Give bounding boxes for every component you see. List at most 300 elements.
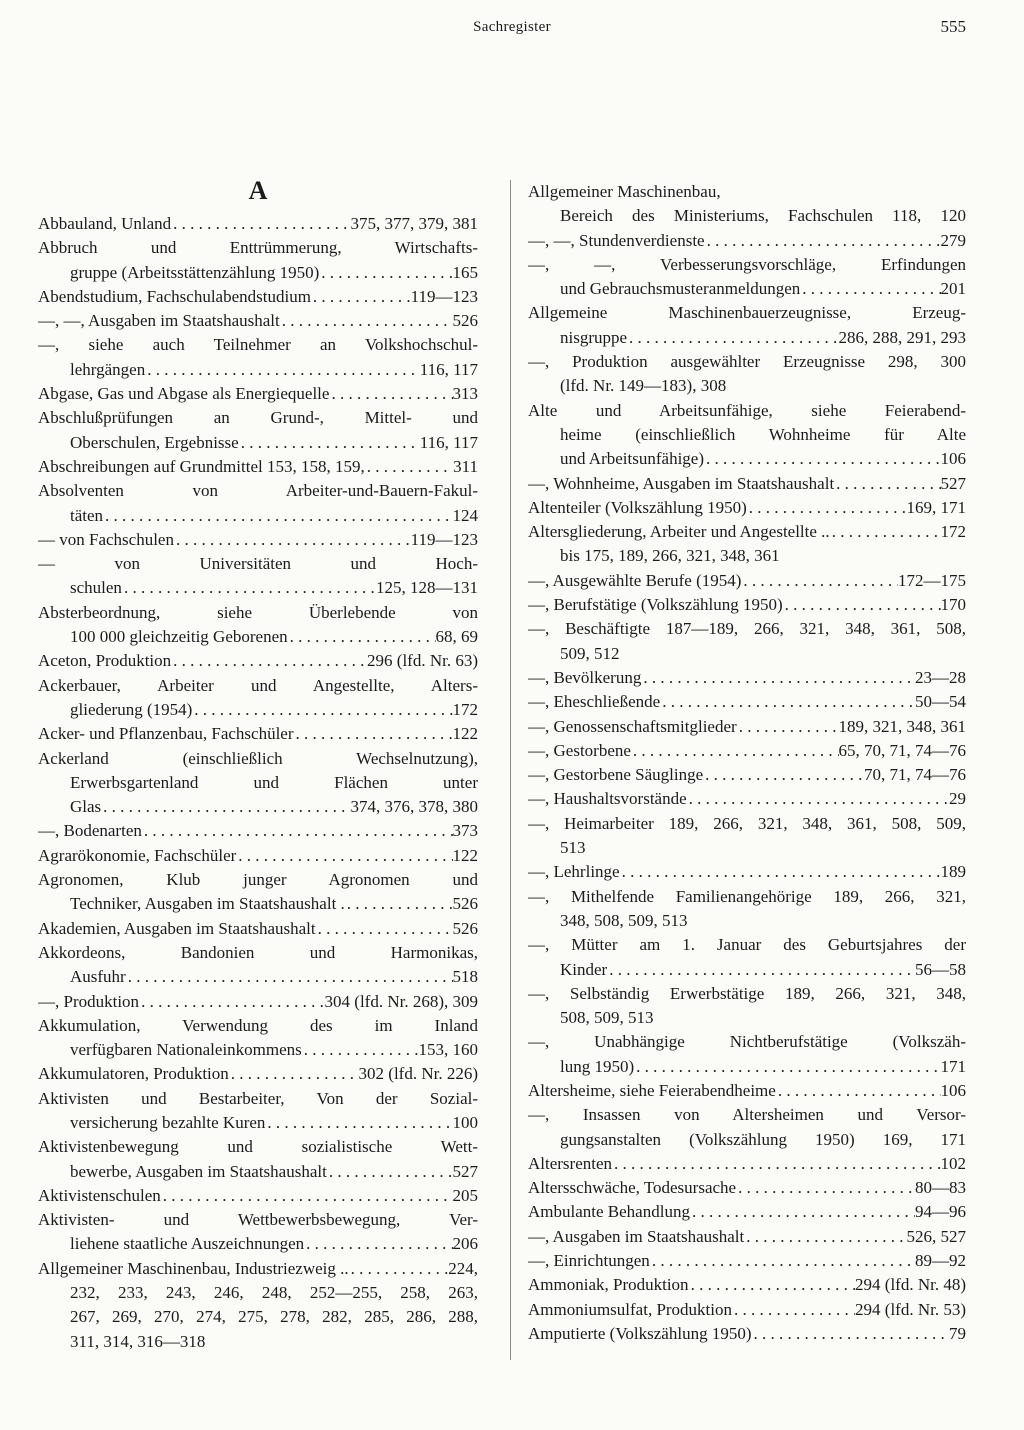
entry-line [38, 261, 478, 285]
entry-page-refs: 526, 527 [906, 1226, 966, 1246]
leader-dots [229, 1062, 359, 1086]
index-entry [528, 593, 966, 617]
entry-line: (lfd. Nr. 149—183), 308 [560, 376, 727, 396]
entry-line: Erwerbsgartenland und Flächen unter [70, 772, 478, 792]
index-entry [528, 1200, 966, 1224]
entry-term: Oberschulen, Ergebnisse [70, 432, 239, 452]
index-entry [528, 180, 966, 229]
leader-dots [288, 625, 436, 649]
entry-term: Glas [70, 797, 102, 817]
entry-line [38, 990, 478, 1014]
entry-term: Altersheime, siehe Feierabendheime [528, 1080, 776, 1100]
entry-line [528, 958, 966, 982]
leader-dots [687, 787, 949, 811]
entry-line: Akkumulation, Verwendung des im Inland [38, 1015, 478, 1035]
entry-line: Absolventen von Arbeiter-und-Bauern-Fakul- [38, 481, 478, 501]
index-entry [528, 763, 966, 787]
leader-dots [319, 261, 452, 285]
index-entry [528, 787, 966, 811]
index-entry [528, 472, 966, 496]
leader-dots [126, 965, 453, 989]
leader-dots [265, 1111, 452, 1135]
index-entry [38, 868, 478, 917]
entry-page-refs: 294 (lfd. Nr. 48) [855, 1275, 966, 1295]
entry-line [528, 763, 966, 787]
index-entry [528, 1152, 966, 1176]
entry-term: —, Genossenschaftsmitglieder [528, 716, 737, 736]
entry-line [38, 1111, 478, 1135]
page-number: 555 [940, 17, 966, 36]
leader-dots [830, 520, 941, 544]
entry-line: Agronomen, Klub junger Agronomen und [38, 870, 478, 890]
entry-page-refs: 527 [940, 473, 966, 493]
entry-line [38, 358, 478, 382]
index-entry [38, 1135, 478, 1184]
index-entry [38, 674, 478, 723]
entry-line: —, Insassen von Altersheimen und Versor- [528, 1105, 966, 1125]
leader-dots [783, 593, 941, 617]
entry-page-refs: 279 [940, 230, 966, 250]
index-entry [38, 1208, 478, 1257]
entry-line [38, 649, 478, 673]
index-entry [38, 455, 478, 479]
index-entry [528, 860, 966, 884]
entry-term: —, —, Ausgaben im Staatshaushalt [38, 311, 280, 331]
entry-line [528, 1055, 966, 1079]
index-entry [38, 819, 478, 843]
index-entry [38, 649, 478, 673]
entry-line [528, 715, 966, 739]
entry-line: —, Unabhängige Nichtberufstätige (Volkszäh- [528, 1032, 966, 1052]
leader-dots [345, 892, 453, 916]
leader-dots [641, 666, 915, 690]
index-entry [528, 569, 966, 593]
index-column-left [38, 176, 478, 1354]
entry-term: —, Bevölkerung [528, 667, 642, 687]
entry-term: gliederung (1954) [70, 699, 193, 719]
entry-page-refs: 172 [940, 522, 966, 542]
leader-dots [304, 1232, 452, 1256]
index-entry [528, 812, 966, 861]
index-entry [528, 982, 966, 1031]
entry-line: 267, 269, 270, 274, 275, 278, 282, 285, 286, 288, [70, 1307, 478, 1327]
leader-dots [800, 277, 940, 301]
index-entry [38, 309, 478, 333]
entry-page-refs: 189, 321, 348, 361 [838, 716, 966, 736]
entry-term: Abschreibungen auf Grundmittel 153, 158, 159, [38, 456, 365, 476]
index-entry [528, 253, 966, 302]
entry-line: 311, 314, 316—318 [70, 1331, 206, 1351]
index-entry [528, 350, 966, 399]
leader-dots [145, 358, 420, 382]
leader-dots [634, 1055, 940, 1079]
entry-page-refs: 119—123 [410, 286, 478, 306]
entry-term: Akademien, Ausgaben im Staatshaushalt [38, 918, 316, 938]
index-entry [38, 1257, 478, 1354]
leader-dots [103, 504, 452, 528]
entry-line [38, 965, 478, 989]
index-entry [528, 496, 966, 520]
index-entry [38, 333, 478, 382]
entry-page-refs: 106 [940, 1080, 966, 1100]
entry-page-refs: 526 [452, 918, 478, 938]
entry-term: Altenteiler (Volkszählung 1950) [528, 497, 747, 517]
leader-dots [302, 1038, 419, 1062]
index-entry [38, 722, 478, 746]
entry-line [528, 1298, 966, 1322]
entry-term: verfügbaren Nationaleinkommens [70, 1040, 302, 1060]
leader-dots [650, 1249, 915, 1273]
leader-dots [732, 1298, 855, 1322]
leader-dots [236, 844, 452, 868]
index-entry [38, 552, 478, 601]
leader-dots [627, 326, 838, 350]
entry-page-refs: 106 [940, 449, 966, 469]
entry-line: 348, 508, 509, 513 [560, 910, 688, 930]
index-entry [528, 666, 966, 690]
entry-page-refs: 79 [949, 1323, 966, 1343]
leader-dots [690, 1200, 915, 1224]
entry-page-refs: 518 [452, 967, 478, 987]
leader-dots [660, 690, 915, 714]
leader-dots [365, 455, 453, 479]
entry-line [528, 569, 966, 593]
entry-line: Ackerbauer, Arbeiter und Angestellte, Alters- [38, 675, 478, 695]
entry-term: —, Bodenarten [38, 821, 142, 841]
entry-line [528, 739, 966, 763]
index-entry [528, 617, 966, 666]
entry-term: bewerbe, Ausgaben im Staatshaushalt [70, 1161, 327, 1181]
index-entry [38, 1184, 478, 1208]
entry-line [38, 844, 478, 868]
entry-line [38, 917, 478, 941]
leader-dots [689, 1273, 855, 1297]
entry-term: Akkumulatoren, Produktion [38, 1064, 229, 1084]
entry-page-refs: 170 [940, 595, 966, 615]
leader-dots [101, 795, 350, 819]
entry-term: Allgemeiner Maschinenbau, Industriezweig .. [38, 1258, 349, 1278]
leader-dots [631, 739, 839, 763]
entry-line: 513 [560, 838, 586, 858]
index-entry [528, 739, 966, 763]
index-entry [38, 382, 478, 406]
index-entry [38, 917, 478, 941]
entry-line: Allgemeiner Maschinenbau, [528, 182, 721, 201]
entry-line: Aktivisten- und Wettbewerbsbewegung, Ver- [38, 1210, 478, 1230]
index-entry [528, 1079, 966, 1103]
index-entry [38, 406, 478, 455]
entry-term: —, Gestorbene [528, 740, 631, 760]
entry-term: Abendstudium, Fachschulabendstudium [38, 286, 311, 306]
entry-line [38, 1062, 478, 1086]
entry-page-refs: 102 [940, 1153, 966, 1173]
entry-line [38, 528, 478, 552]
index-entry [528, 301, 966, 350]
entry-page-refs: 153, 160 [418, 1040, 478, 1060]
entry-line [528, 1200, 966, 1224]
index-entry [528, 1249, 966, 1273]
leader-dots [122, 576, 376, 600]
entry-line [38, 795, 478, 819]
index-entry [38, 212, 478, 236]
entry-line [38, 431, 478, 455]
column-divider [510, 180, 511, 1360]
index-entry [528, 933, 966, 982]
leader-dots [747, 496, 907, 520]
index-entry [528, 1225, 966, 1249]
entry-line: —, Beschäftigte 187—189, 266, 321, 348, 361, 508, [528, 619, 966, 639]
entry-page-refs: 171 [940, 1056, 966, 1076]
entry-line [528, 520, 966, 544]
entry-term: lehrgängen [70, 359, 146, 379]
leader-dots [171, 212, 350, 236]
entry-line [528, 472, 966, 496]
entry-page-refs: 313 [452, 384, 478, 404]
entry-line [38, 1257, 478, 1281]
entry-line [38, 722, 478, 746]
entry-term: gruppe (Arbeitsstättenzählung 1950) [70, 262, 320, 282]
index-entry [528, 520, 966, 569]
entry-line [528, 326, 966, 350]
entry-line [38, 309, 478, 333]
entry-page-refs: 172—175 [898, 570, 966, 590]
entry-term: Ammoniak, Produktion [528, 1275, 689, 1295]
entry-page-refs: 286, 288, 291, 293 [838, 327, 966, 347]
entry-line [528, 1176, 966, 1200]
entry-line [38, 1232, 478, 1256]
entry-line: —, Mütter am 1. Januar des Geburtsjahres der [528, 935, 966, 955]
entry-line [528, 1079, 966, 1103]
index-entry [38, 528, 478, 552]
entry-line [38, 698, 478, 722]
index-entry [38, 1014, 478, 1063]
entry-term: liehene staatliche Auszeichnungen [70, 1234, 305, 1254]
entry-term: —, Ausgewählte Berufe (1954) [528, 570, 742, 590]
leader-dots [142, 819, 453, 843]
entry-term: 100 000 gleichzeitig Geborenen [70, 627, 288, 647]
entry-term: —, Haushaltsvorstände [528, 789, 687, 809]
entry-term: — von Fachschulen [38, 529, 174, 549]
entry-term: nisgruppe [560, 327, 628, 347]
entry-term: Abgase, Gas und Abgase als Energiequelle [38, 384, 330, 404]
entry-page-refs: 205 [452, 1185, 478, 1205]
entry-line: —, —, Verbesserungsvorschläge, Erfindungen [528, 254, 966, 274]
entry-term: —, Eheschließende [528, 692, 661, 712]
entry-page-refs: 89—92 [915, 1251, 966, 1271]
entry-line: Alte und Arbeitsunfähige, siehe Feierabend- [528, 400, 966, 420]
entry-page-refs: 122 [452, 724, 478, 744]
index-entry [38, 285, 478, 309]
entry-page-refs: 65, 70, 71, 74—76 [838, 740, 966, 760]
leader-dots [703, 763, 864, 787]
entry-page-refs: 116, 117 [419, 432, 478, 452]
entry-page-refs: 302 (lfd. Nr. 226) [358, 1064, 478, 1084]
entry-page-refs: 68, 69 [435, 627, 478, 647]
entry-page-refs: 526 [452, 311, 478, 331]
index-entry [38, 747, 478, 820]
entry-line: —, Produktion ausgewählter Erzeugnisse 298, 300 [528, 352, 966, 372]
entry-term: —, Einrichtungen [528, 1251, 650, 1271]
entry-line: Aktivisten und Bestarbeiter, Von der Sozial- [38, 1088, 478, 1108]
leader-dots [327, 1160, 453, 1184]
leader-dots [741, 569, 898, 593]
entry-line: — von Universitäten und Hoch- [38, 554, 478, 574]
index-entry [528, 715, 966, 739]
entry-line [528, 1273, 966, 1297]
entry-line: 232, 233, 243, 246, 248, 252—255, 258, 263, [70, 1283, 478, 1303]
entry-page-refs: 50—54 [915, 692, 966, 712]
leader-dots [294, 722, 453, 746]
entry-term: —, Ausgaben im Staatshaushalt [528, 1226, 745, 1246]
entry-page-refs: 172 [452, 699, 478, 719]
entry-line [38, 455, 478, 479]
index-entry [528, 1322, 966, 1346]
index-entry [38, 479, 478, 528]
index-entry [38, 990, 478, 1014]
entry-line: Abschlußprüfungen an Grund-, Mittel- und [38, 408, 478, 428]
entry-term: versicherung bezahlte Kuren [70, 1112, 266, 1132]
entry-line: —, Heimarbeiter 189, 266, 321, 348, 361, 508, 509, [528, 813, 966, 833]
entry-page-refs: 206 [452, 1234, 478, 1254]
entry-term: —, Berufstätige (Volkszählung 1950) [528, 595, 783, 615]
entry-page-refs: 94—96 [915, 1202, 966, 1222]
entry-line [528, 860, 966, 884]
index-entry [528, 885, 966, 934]
leader-dots [239, 431, 420, 455]
index-entry [38, 236, 478, 285]
leader-dots [280, 309, 453, 333]
entry-page-refs: 70, 71, 74—76 [864, 765, 966, 785]
leader-dots [776, 1079, 941, 1103]
entry-line: Absterbeordnung, siehe Überlebende von [38, 602, 478, 622]
entry-term: Ausfuhr [70, 967, 126, 987]
entry-line [38, 819, 478, 843]
entry-page-refs: 296 (lfd. Nr. 63) [367, 651, 478, 671]
entry-term: Altersrenten [528, 1153, 613, 1173]
leader-dots [705, 229, 941, 253]
entry-line [528, 1225, 966, 1249]
entry-line: Bereich des Ministeriums, Fachschulen 118, 120 [560, 206, 966, 226]
leader-dots [612, 1152, 940, 1176]
entry-page-refs: 124 [452, 505, 478, 525]
entry-line [528, 447, 966, 471]
entry-line: bis 175, 189, 266, 321, 348, 361 [560, 546, 780, 566]
leader-dots [834, 472, 940, 496]
leader-dots [751, 1322, 949, 1346]
index-entry [528, 1298, 966, 1322]
entry-line: 508, 509, 513 [560, 1008, 654, 1028]
index-entry [528, 399, 966, 472]
index-entry [38, 1087, 478, 1136]
entry-term: und Gebrauchsmusteranmeldungen [560, 279, 801, 299]
leader-dots [620, 860, 941, 884]
index-column-right [528, 180, 966, 1346]
leader-dots [161, 1184, 453, 1208]
entry-page-refs: 29 [949, 789, 966, 809]
entry-term: —, Wohnheime, Ausgaben im Staatshaushalt [528, 473, 835, 493]
index-entry [528, 229, 966, 253]
entry-page-refs: 100 [452, 1112, 478, 1132]
entry-term: —, Gestorbene Säuglinge [528, 765, 704, 785]
leader-dots [329, 382, 452, 406]
leader-dots [139, 990, 324, 1014]
entry-term: schulen [70, 578, 122, 598]
leader-dots [311, 285, 411, 309]
entry-term: Aceton, Produktion [38, 651, 172, 671]
leader-dots [744, 1225, 906, 1249]
leader-dots [171, 649, 367, 673]
entry-line: heime (einschließlich Wohnheime für Alte [560, 424, 966, 444]
entry-page-refs: 373 [452, 821, 478, 841]
index-entry [38, 844, 478, 868]
leader-dots [174, 528, 411, 552]
entry-line [38, 892, 478, 916]
leader-dots [349, 1257, 449, 1281]
entry-term: —, Lehrlinge [528, 862, 620, 882]
entry-line [528, 593, 966, 617]
entry-line [38, 625, 478, 649]
leader-dots [736, 1176, 915, 1200]
running-head: Sachregister [473, 19, 551, 35]
entry-line [38, 285, 478, 309]
leader-dots [704, 447, 941, 471]
entry-page-refs: 294 (lfd. Nr. 53) [855, 1299, 966, 1319]
entry-line: 509, 512 [560, 643, 620, 663]
entry-term: Ambulante Behandlung [528, 1202, 690, 1222]
entry-page-refs: 201 [940, 279, 966, 299]
index-entry [528, 690, 966, 714]
entry-term: Acker- und Pflanzenbau, Fachschüler [38, 724, 294, 744]
entry-line [38, 1038, 478, 1062]
entry-line [38, 576, 478, 600]
entry-line [528, 1322, 966, 1346]
entry-line: —, Selbständig Erwerbstätige 189, 266, 321, 348, [528, 983, 966, 1003]
entry-term: Amputierte (Volkszählung 1950) [528, 1323, 752, 1343]
entry-line: gungsanstalten (Volkszählung 1950) 169, 171 [560, 1129, 966, 1149]
entry-line [528, 1152, 966, 1176]
entry-line [38, 1160, 478, 1184]
leader-dots [737, 715, 839, 739]
leader-dots [607, 958, 915, 982]
entry-page-refs: 80—83 [915, 1178, 966, 1198]
entry-term: lung 1950) [560, 1056, 635, 1076]
entry-page-refs: 224, [448, 1258, 478, 1278]
entry-line: Allgemeine Maschinenbauerzeugnisse, Erzeug- [528, 303, 966, 323]
entry-term: und Arbeitsunfähige) [560, 449, 704, 469]
entry-page-refs: 119—123 [410, 529, 478, 549]
entry-term: täten [70, 505, 104, 525]
entry-line [528, 1249, 966, 1273]
leader-dots [316, 917, 453, 941]
entry-term: Ammoniumsulfat, Produktion [528, 1299, 732, 1319]
entry-page-refs: 374, 376, 378, 380 [350, 797, 478, 817]
index-entry [528, 1030, 966, 1079]
entry-line [528, 787, 966, 811]
entry-page-refs: 122 [452, 845, 478, 865]
entry-page-refs: 526 [452, 894, 478, 914]
entry-line: —, siehe auch Teilnehmer an Volkshochschul- [38, 335, 478, 355]
entry-line: Aktivistenbewegung und sozialistische Wett- [38, 1137, 478, 1157]
entry-term: Techniker, Ausgaben im Staatshaushalt . [70, 894, 345, 914]
entry-page-refs: 189 [940, 862, 966, 882]
entry-page-refs: 169, 171 [906, 497, 966, 517]
entry-term: —, Produktion [38, 991, 140, 1011]
entry-page-refs: 311 [453, 456, 478, 476]
entry-line [528, 277, 966, 301]
entry-page-refs: 165 [452, 262, 478, 282]
entry-page-refs: 375, 377, 379, 381 [350, 214, 478, 233]
leader-dots [192, 698, 452, 722]
